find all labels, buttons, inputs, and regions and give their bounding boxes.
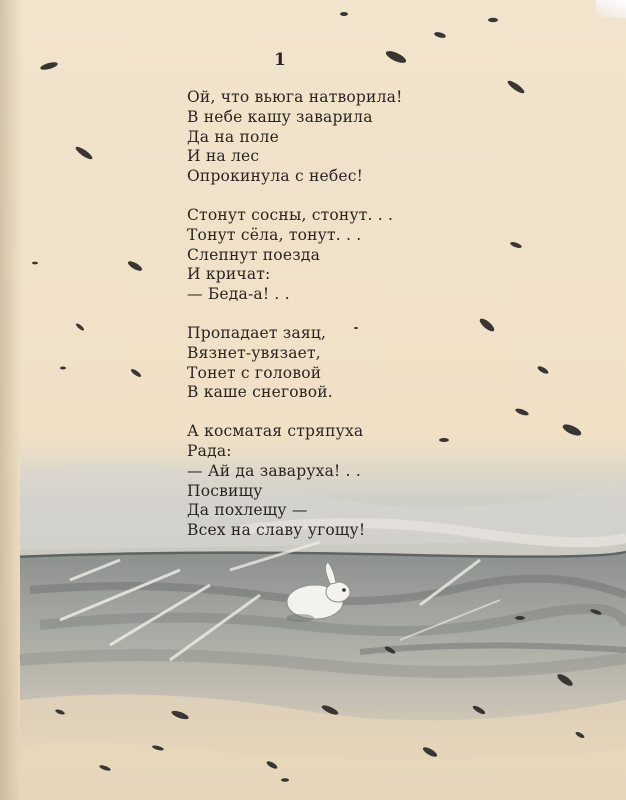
- poem-line: Опрокинула с небес!: [187, 167, 364, 186]
- poem-line: Всех на славу угощу!: [187, 521, 366, 540]
- poem-line: — Ай да заваруха! . .: [187, 461, 361, 480]
- poem-line: Рада:: [187, 441, 232, 460]
- poem-line: В небе кашу заварила: [187, 107, 373, 126]
- poem-line: Ой, что вьюга натворила!: [187, 88, 403, 106]
- poem-line: Посвищу: [187, 481, 263, 500]
- poem-line: Тонут сёла, тонут. . .: [187, 225, 362, 244]
- poem-line: А косматая стряпуха: [187, 422, 364, 441]
- poem-line: Да похлещу —: [187, 501, 308, 520]
- poem-line: В каше снеговой.: [187, 383, 333, 402]
- poem: [187, 88, 447, 560]
- poem-line: Слепнут поезда: [187, 245, 321, 264]
- poem-line: — Беда-а! . .: [187, 285, 290, 304]
- poem-line: Стонут сосны, стонут. . .: [187, 205, 394, 224]
- poem-line: И на лес: [187, 147, 260, 166]
- stanza: [187, 206, 447, 305]
- poem-line: Пропадает заяц,: [187, 323, 327, 342]
- poem-line: Тонет с головой: [187, 363, 322, 382]
- page-number: 1: [274, 50, 286, 70]
- stanza: [187, 88, 447, 187]
- stanza: [187, 422, 447, 541]
- poem-line: Вязнет-увязает,: [187, 343, 321, 362]
- stanza: [187, 324, 447, 403]
- poem-line: Да на поле: [187, 127, 279, 146]
- poem-line: И кричат:: [187, 265, 271, 284]
